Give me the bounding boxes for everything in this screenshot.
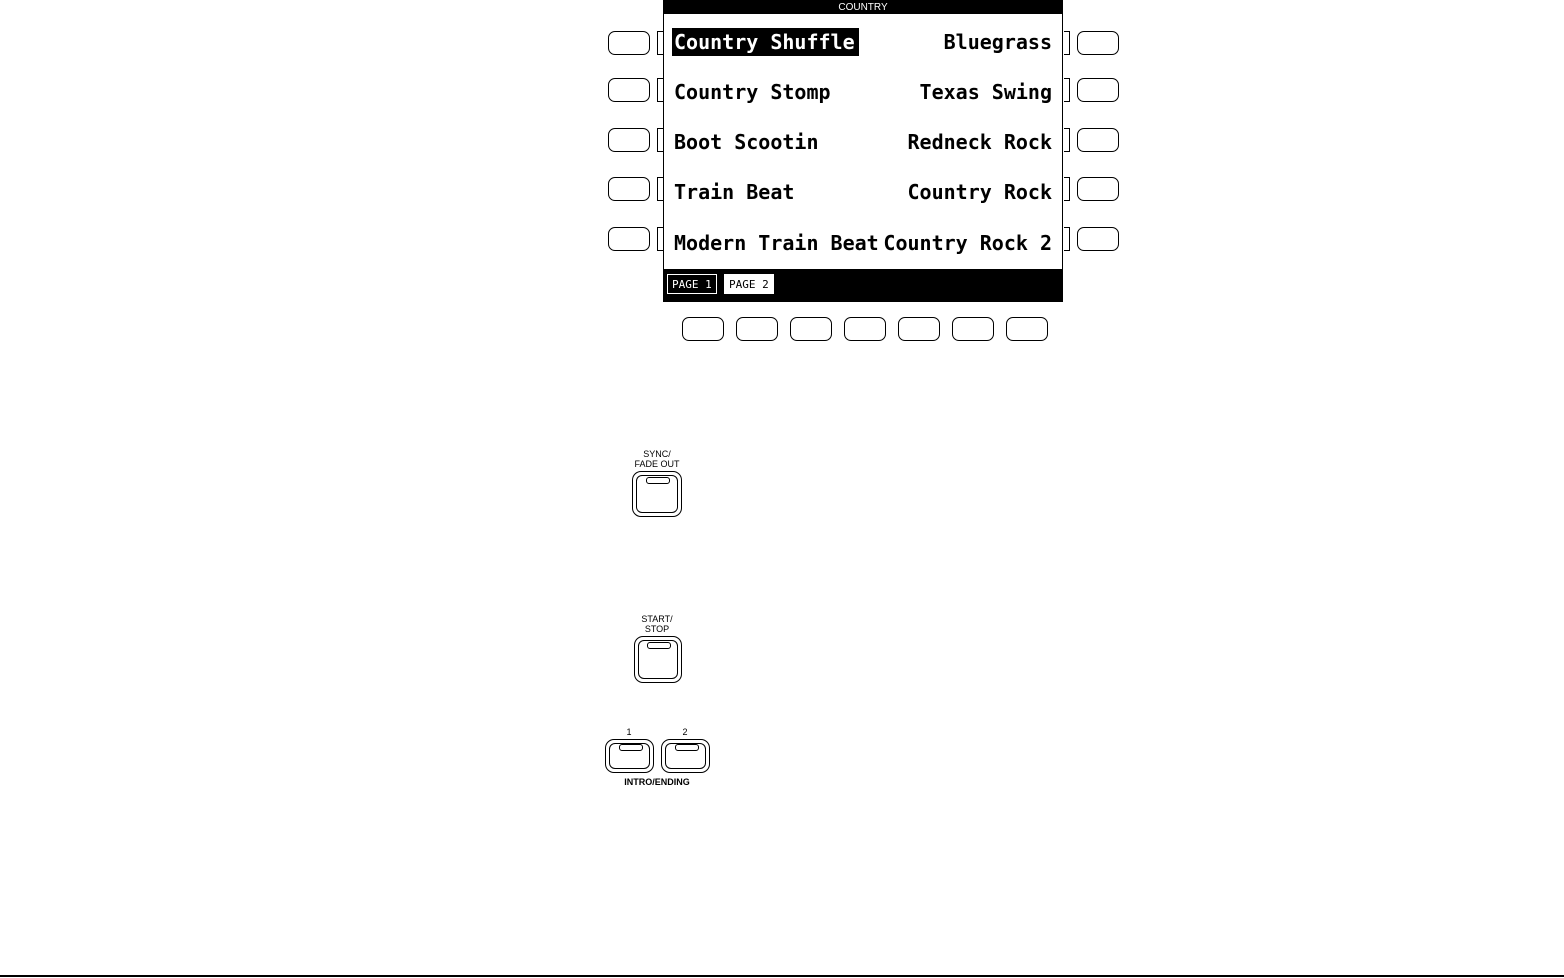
bottom-soft-button-7[interactable] [1006, 317, 1048, 341]
left-soft-button-2[interactable] [608, 78, 650, 102]
right-bracket-3 [1064, 128, 1070, 152]
bottom-soft-button-3[interactable] [790, 317, 832, 341]
bottom-soft-button-5[interactable] [898, 317, 940, 341]
intro-ending-label: INTRO/ENDING [624, 777, 690, 787]
right-soft-button-2[interactable] [1077, 78, 1119, 102]
start-label-line-1: START/ [641, 614, 673, 624]
intro-ending-2-label: 2 [682, 727, 688, 737]
left-soft-button-1[interactable] [608, 31, 650, 55]
sync-label-line-2: FADE OUT [634, 459, 680, 469]
left-soft-button-4[interactable] [608, 177, 650, 201]
led-indicator [619, 744, 643, 751]
screen-title: COUNTRY [664, 0, 1062, 14]
led-indicator [647, 642, 671, 649]
bottom-soft-button-1[interactable] [682, 317, 724, 341]
screen-footer [664, 269, 1062, 301]
left-bracket-1 [657, 31, 663, 55]
style-country-rock-2[interactable]: Country Rock 2 [883, 231, 1052, 255]
style-boot-scootin[interactable]: Boot Scootin [674, 130, 819, 154]
start-label-line-2: STOP [644, 624, 670, 634]
right-bracket-5 [1064, 227, 1070, 251]
style-country-stomp[interactable]: Country Stomp [674, 80, 831, 104]
bottom-soft-button-2[interactable] [736, 317, 778, 341]
right-soft-button-4[interactable] [1077, 177, 1119, 201]
style-texas-swing[interactable]: Texas Swing [919, 80, 1052, 104]
tab-page-1[interactable]: PAGE 1 [667, 274, 717, 294]
start-stop-button[interactable] [634, 636, 682, 683]
led-indicator [646, 477, 670, 484]
lcd-screen [663, 0, 1063, 302]
style-country-shuffle[interactable]: Country Shuffle [672, 28, 859, 56]
bottom-soft-button-4[interactable] [844, 317, 886, 341]
style-row-1 [664, 28, 1062, 56]
style-row-3 [664, 128, 1062, 156]
style-bluegrass[interactable]: Bluegrass [943, 30, 1052, 54]
sync-label-line-1: SYNC/ [643, 449, 671, 459]
page-bottom-rule [0, 975, 1564, 977]
right-soft-button-3[interactable] [1077, 128, 1119, 152]
intro-ending-2-button[interactable] [661, 739, 710, 773]
start-stop-label [628, 614, 686, 634]
right-bracket-2 [1064, 78, 1070, 102]
intro-ending-1-button[interactable] [605, 739, 654, 773]
style-redneck-rock[interactable]: Redneck Rock [907, 130, 1052, 154]
style-train-beat[interactable]: Train Beat [674, 180, 795, 204]
right-soft-button-1[interactable] [1077, 31, 1119, 55]
left-soft-button-5[interactable] [608, 227, 650, 251]
style-row-5 [664, 229, 1062, 257]
sync-fade-out-label [626, 449, 688, 469]
style-modern-train-beat[interactable]: Modern Train Beat [674, 231, 879, 255]
sync-fade-out-button[interactable] [632, 471, 682, 517]
right-soft-button-5[interactable] [1077, 227, 1119, 251]
led-indicator [675, 744, 699, 751]
tab-page-2[interactable]: PAGE 2 [724, 274, 774, 294]
intro-ending-1-label: 1 [626, 727, 632, 737]
bottom-soft-button-6[interactable] [952, 317, 994, 341]
left-bracket-4 [657, 177, 663, 201]
left-soft-button-3[interactable] [608, 128, 650, 152]
style-row-2 [664, 78, 1062, 106]
right-bracket-1 [1064, 31, 1070, 55]
right-bracket-4 [1064, 177, 1070, 201]
style-row-4 [664, 178, 1062, 206]
left-bracket-3 [657, 128, 663, 152]
left-bracket-2 [657, 78, 663, 102]
left-bracket-5 [657, 227, 663, 251]
style-country-rock[interactable]: Country Rock [907, 180, 1052, 204]
